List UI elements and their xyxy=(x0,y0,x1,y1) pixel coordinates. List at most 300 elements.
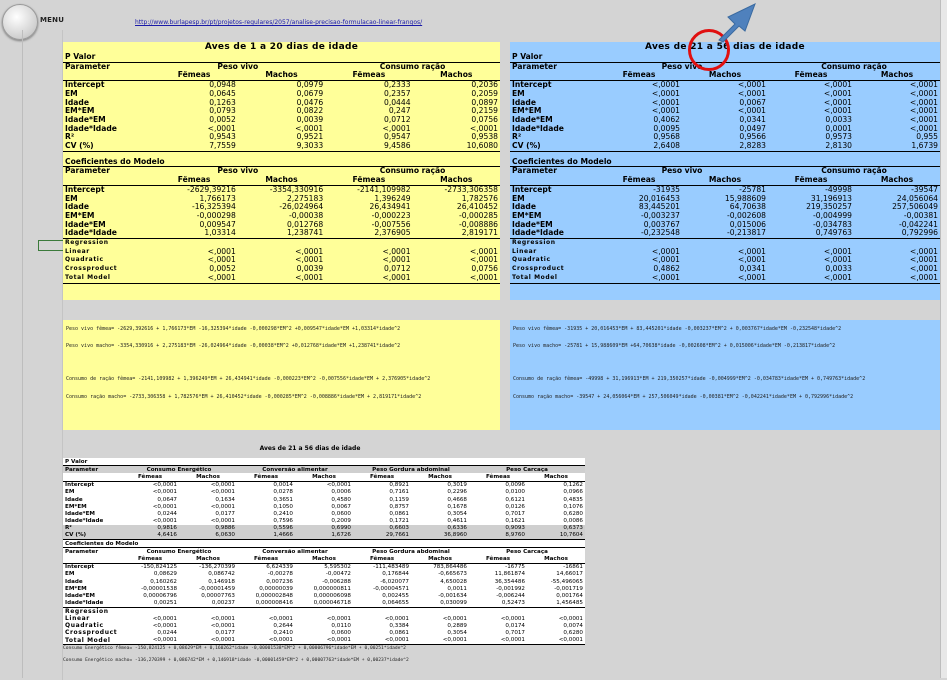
value-cell: <0,0001 xyxy=(527,637,585,645)
table-row xyxy=(63,195,500,204)
value-cell: 6,624339 xyxy=(266,564,293,571)
value-cell: 0,0096 xyxy=(505,482,525,489)
value-cell: 9,4586 xyxy=(325,142,412,151)
row-label: R² xyxy=(65,133,75,142)
value-cell: 0,2644 xyxy=(273,622,293,629)
subheader-cell: Machos xyxy=(238,71,325,80)
value-cell: 0,000000811 xyxy=(313,585,351,592)
value-cell: 0,3054 xyxy=(447,629,467,636)
value-cell: <0,0001 xyxy=(210,615,235,622)
value-cell: 0,0086 xyxy=(563,518,583,525)
value-cell: 0,2296 xyxy=(447,489,467,496)
row-label: Total Model xyxy=(510,274,596,283)
value-cell: 0,0052 xyxy=(209,265,236,274)
value-cell: 0,1721 xyxy=(389,518,409,525)
table-row xyxy=(63,518,585,525)
menu-button[interactable] xyxy=(2,4,38,40)
value-cell: -0,007556 xyxy=(371,220,411,229)
value-cell: <,0001 xyxy=(737,80,766,90)
value-cell: 0,2889 xyxy=(447,622,467,629)
value-cell: <0,0001 xyxy=(152,503,177,510)
subheader-cell: Fêmeas xyxy=(121,473,179,481)
section-coeficientes: Coeficientes do Modelo xyxy=(65,157,165,166)
row-label: Idade*Idade xyxy=(65,518,104,525)
value-cell: 0,1634 xyxy=(215,496,235,503)
value-cell: 0,1159 xyxy=(389,496,409,503)
equation-line: Peso vivo fêmea= -2629,392616 + 1,766173*EM -16,325394*idade -0,000298*EM^2 +0,009547*idade*EM +1,03314*idade^2 xyxy=(66,326,401,332)
table-row xyxy=(63,229,500,238)
value-cell: <0,0001 xyxy=(152,489,177,496)
value-cell: 0,0095 xyxy=(653,124,680,133)
table-row xyxy=(63,563,585,571)
value-cell: <0,0001 xyxy=(210,489,235,496)
group-gordura: Peso Gordura abdominal xyxy=(353,466,469,474)
empty-cell xyxy=(63,71,150,80)
value-cell: <0,0001 xyxy=(210,518,235,525)
value-cell: 0,0278 xyxy=(273,489,293,496)
empty-cell xyxy=(63,473,121,481)
value-cell: 0,8921 xyxy=(389,482,409,489)
value-cell: 0,4668 xyxy=(447,496,467,503)
value-cell: 0,2357 xyxy=(383,89,411,98)
table-row xyxy=(63,592,585,599)
subheader-cell: Machos xyxy=(527,473,585,481)
group-conversao: Conversão alimentar xyxy=(237,466,353,474)
group-consumo: Consumo ração xyxy=(325,167,500,176)
row-label: R² xyxy=(512,133,522,142)
value-cell: <,0001 xyxy=(469,124,498,133)
value-cell: <0,0001 xyxy=(353,637,411,645)
value-cell: -0,00381 xyxy=(903,211,938,220)
value-cell: 0,749763 xyxy=(768,229,854,238)
value-cell: 0,0793 xyxy=(209,107,236,116)
value-cell: 2,275183 xyxy=(286,194,324,203)
row-label: Idade xyxy=(512,98,536,107)
value-cell: 9,3033 xyxy=(238,142,325,151)
value-cell: 0,0244 xyxy=(157,629,177,636)
table-row xyxy=(63,496,585,503)
row-label: Total Model xyxy=(63,274,150,283)
value-cell: -0,034783 xyxy=(813,220,852,229)
value-cell: 0,4835 xyxy=(563,496,583,503)
value-cell: <,0001 xyxy=(737,247,766,256)
value-cell: 8,9760 xyxy=(469,532,527,540)
table-row xyxy=(510,256,940,265)
table-row xyxy=(510,116,940,125)
table-row xyxy=(510,90,940,99)
table-row xyxy=(63,503,585,510)
row-label: Idade xyxy=(65,98,89,107)
value-cell: 0,1621 xyxy=(505,518,525,525)
row-label: EM xyxy=(65,89,78,98)
value-cell: 0,5596 xyxy=(237,525,295,532)
table-row xyxy=(63,622,585,629)
table-row xyxy=(63,142,500,151)
row-label: Idade*Idade xyxy=(510,229,596,238)
value-cell: 29,7661 xyxy=(353,532,411,540)
value-cell: 0,2159 xyxy=(471,107,498,116)
value-cell: 0,4062 xyxy=(653,115,680,124)
value-cell: <0,0001 xyxy=(210,503,235,510)
row-label: CV (%) xyxy=(63,532,121,540)
table-row xyxy=(510,195,940,204)
table-row xyxy=(510,221,940,230)
subheader-cell: Fêmeas xyxy=(150,71,237,80)
value-cell: 0,0126 xyxy=(505,503,525,510)
subheader-cell: Machos xyxy=(238,176,325,185)
bottom-table xyxy=(63,458,585,645)
value-cell: <,0001 xyxy=(651,98,680,107)
value-cell: -0,001992 xyxy=(496,585,525,592)
table-row xyxy=(63,600,585,608)
source-link[interactable]: http://www.burlapesp.br/pt/projetos-regulares/2057/analise-precisao-formulacao-linear-frangos/ xyxy=(135,19,423,26)
table-row xyxy=(510,142,940,151)
value-cell: -0,000223 xyxy=(371,211,411,220)
table-row xyxy=(63,571,585,578)
value-cell: 0,146918 xyxy=(208,578,235,585)
scrollbar[interactable] xyxy=(940,0,947,678)
value-cell: -55,496065 xyxy=(550,578,583,585)
subheader-cell: Fêmeas xyxy=(237,555,295,563)
value-cell: 0,00251 xyxy=(121,600,179,608)
value-cell: 0,0497 xyxy=(739,124,766,133)
value-cell: 0,6603 xyxy=(353,525,411,532)
table-row xyxy=(510,248,940,257)
value-cell: 0,0444 xyxy=(383,98,411,107)
value-cell: <,0001 xyxy=(238,274,325,283)
value-cell: <,0001 xyxy=(382,124,411,133)
value-cell: 0,0645 xyxy=(209,89,236,98)
panel-title: Aves de 21 a 56 dias de idade xyxy=(645,42,805,52)
table-row xyxy=(63,185,500,194)
table-row xyxy=(63,90,500,99)
value-cell: <,0001 xyxy=(909,247,938,256)
row-label: EM xyxy=(65,571,75,578)
subheader-cell: Machos xyxy=(527,555,585,563)
value-cell: -25781 xyxy=(739,185,766,194)
empty-cell xyxy=(510,176,596,185)
value-cell: <,0001 xyxy=(909,265,938,274)
value-cell: 0,1050 xyxy=(273,503,293,510)
value-cell: <,0001 xyxy=(909,89,938,98)
value-cell: 0,0052 xyxy=(209,115,236,124)
value-cell: 0,2036 xyxy=(471,80,498,90)
group-consumo-energetico: Consumo Energético xyxy=(121,548,237,556)
value-cell: 0,0948 xyxy=(209,80,236,90)
value-cell: 7,7559 xyxy=(150,142,237,151)
value-cell: 1,238741 xyxy=(238,229,325,238)
row-label: Quadratic xyxy=(65,622,104,630)
value-cell: 0,9093 xyxy=(469,525,527,532)
value-cell: <0,0001 xyxy=(411,637,469,645)
value-cell: 0,4611 xyxy=(447,518,467,525)
table-row xyxy=(510,125,940,134)
panel-title: Aves de 1 a 20 dias de idade xyxy=(204,42,359,52)
value-cell: 2,819171 xyxy=(413,229,500,238)
value-cell: 36,8960 xyxy=(411,532,469,540)
table-row xyxy=(63,265,500,274)
value-cell: <0,0001 xyxy=(326,615,351,622)
subheader-cell: Machos xyxy=(854,71,940,80)
subheader-cell: Fêmeas xyxy=(325,71,412,80)
row-label: Idade xyxy=(65,203,89,212)
value-cell: -0,008886 xyxy=(459,220,498,229)
value-cell: 0,8757 xyxy=(389,503,409,510)
value-cell: <,0001 xyxy=(413,274,500,283)
value-cell: 0,792996 xyxy=(854,229,940,238)
subheader-cell: Machos xyxy=(413,176,500,185)
value-cell: <0,0001 xyxy=(121,637,179,645)
value-cell: -0,00472 xyxy=(325,571,351,578)
value-cell: 0,3054 xyxy=(447,510,467,517)
value-cell: 0,009547 xyxy=(199,220,236,229)
value-cell: <0,0001 xyxy=(152,482,177,489)
value-cell: 0,0039 xyxy=(296,265,324,274)
value-cell: 0,2333 xyxy=(383,80,411,90)
row-label: Idade*Idade xyxy=(63,229,150,238)
subheader-cell: Fêmeas xyxy=(469,473,527,481)
section-pvalor: P Valor xyxy=(65,53,96,61)
value-cell: 0,00000039 xyxy=(259,585,293,592)
value-cell: 0,0074 xyxy=(563,622,583,629)
value-cell: -111,483489 xyxy=(373,564,409,571)
value-cell: 0,0341 xyxy=(739,265,766,274)
value-cell: <,0001 xyxy=(909,98,938,107)
value-cell: <,0001 xyxy=(207,247,236,256)
row-label: Linear xyxy=(512,247,537,255)
value-cell: <,0001 xyxy=(682,274,768,283)
row-label: EM*EM xyxy=(65,503,87,510)
value-cell: -0,001634 xyxy=(438,592,467,599)
table-row xyxy=(510,185,940,194)
value-cell: 31,196913 xyxy=(810,194,852,203)
equations-21-56-days xyxy=(510,320,940,430)
row-label: Idade xyxy=(512,203,536,212)
value-cell: 0,1263 xyxy=(209,98,236,107)
value-cell: <,0001 xyxy=(768,274,854,283)
subheader-cell: Fêmeas xyxy=(325,176,412,185)
table-row xyxy=(63,221,500,230)
group-consumo: Consumo ração xyxy=(768,62,940,71)
subheader-cell: Fêmeas xyxy=(768,176,854,185)
value-cell: -0,003237 xyxy=(641,211,680,220)
value-cell: 0,0001 xyxy=(825,124,852,133)
value-cell: <,0001 xyxy=(651,107,680,116)
subheader-cell: Machos xyxy=(682,71,768,80)
value-cell: 4,650028 xyxy=(440,578,467,585)
group-carcaca: Peso Carcaça xyxy=(469,466,585,474)
value-cell: 15,988609 xyxy=(724,194,766,203)
value-cell: 11,861874 xyxy=(494,571,525,578)
row-label: CV (%) xyxy=(510,142,596,151)
table-row xyxy=(63,578,585,585)
table-row xyxy=(510,212,940,221)
subheader-cell: Machos xyxy=(179,473,237,481)
value-cell: -0,232548 xyxy=(596,229,682,238)
table-row xyxy=(510,81,940,90)
value-cell: <,0001 xyxy=(295,247,324,256)
subheader-cell: Machos xyxy=(295,555,353,563)
pvalue-table xyxy=(63,53,500,284)
empty-cell xyxy=(510,71,596,80)
value-cell: 0,9547 xyxy=(383,133,411,142)
value-cell: -3354,330916 xyxy=(269,185,324,194)
section-coeficientes: Coeficientes do Modelo xyxy=(512,157,612,166)
table-row xyxy=(510,107,940,116)
value-cell: 0,0822 xyxy=(296,107,324,116)
value-cell: 0,0177 xyxy=(215,629,235,636)
value-cell: -0,006244 xyxy=(496,592,525,599)
table-row xyxy=(510,203,940,212)
group-gordura: Peso Gordura abdominal xyxy=(353,548,469,556)
equation-line: Consumo ração macho= -39547 + 24,056064*EM + 257,506049*idade -0,00381*EM^2 -0,042241*idade*EM + 0,792996*idade^2 xyxy=(513,394,854,400)
value-cell: 0,3019 xyxy=(447,482,467,489)
equation-line: Consumo ração macho= -2733,306358 + 1,782576*EM + 26,410452*idade -0,000285*EM^2 -0,008886*idade*EM + 2,819171*idade^2 xyxy=(66,394,422,400)
value-cell: 2,6408 xyxy=(596,142,682,151)
group-consumo: Consumo ração xyxy=(325,62,500,71)
bottom-title: Aves de 21 a 56 dias de idade xyxy=(259,445,361,452)
value-cell: 0,4580 xyxy=(331,496,351,503)
value-cell: <,0001 xyxy=(150,274,237,283)
value-cell: -2733,306358 xyxy=(444,185,498,194)
row-label: EM*EM xyxy=(65,211,95,220)
value-cell: <0,0001 xyxy=(237,637,295,645)
value-cell: 257,506049 xyxy=(892,203,938,212)
value-cell: 0,2410 xyxy=(273,510,293,517)
row-label: Crossproduct xyxy=(65,629,118,637)
row-label: EM*EM xyxy=(65,585,87,592)
value-cell: <,0001 xyxy=(382,247,411,256)
value-cell: 0,7596 xyxy=(273,518,293,525)
value-cell: 0,6121 xyxy=(505,496,525,503)
value-cell: <0,0001 xyxy=(558,615,583,622)
value-cell: 0,012768 xyxy=(286,220,324,229)
bottom-equations xyxy=(63,646,663,670)
row-label: Total Model xyxy=(63,637,121,645)
value-cell: 26,410452 xyxy=(456,203,498,212)
value-cell: 0,0756 xyxy=(471,265,498,274)
value-cell: <,0001 xyxy=(207,124,236,133)
pvalue-table xyxy=(510,53,940,284)
table-row xyxy=(63,81,500,90)
table-row xyxy=(510,99,940,108)
value-cell: <0,0001 xyxy=(210,622,235,629)
table-row xyxy=(63,107,500,116)
row-label: Crossproduct xyxy=(65,265,118,273)
value-cell: 0,6280 xyxy=(563,510,583,517)
value-cell: <,0001 xyxy=(382,256,411,265)
value-cell: -0,001719 xyxy=(554,585,583,592)
row-label: Idade*EM xyxy=(65,115,106,124)
value-cell: <0,0001 xyxy=(442,615,467,622)
value-cell: 0,000008416 xyxy=(237,600,295,608)
value-cell: 0,2410 xyxy=(273,629,293,636)
value-cell: 26,434941 xyxy=(369,203,411,212)
subheader-cell: Fêmeas xyxy=(596,176,682,185)
value-cell: 2,376905 xyxy=(325,229,412,238)
value-cell: 0,0341 xyxy=(739,115,766,124)
value-cell: 1,6739 xyxy=(854,142,940,151)
value-cell: 0,0679 xyxy=(296,89,324,98)
table-row xyxy=(63,212,500,221)
table-row xyxy=(63,274,500,283)
table-row xyxy=(63,585,585,592)
subheader-cell: Fêmeas xyxy=(121,555,179,563)
value-cell: 0,1678 xyxy=(447,503,467,510)
value-cell: 6,0630 xyxy=(179,532,237,540)
value-cell: <,0001 xyxy=(909,256,938,265)
row-label: Idade*Idade xyxy=(65,124,117,133)
value-cell: 0,0861 xyxy=(389,510,409,517)
subheader-cell: Fêmeas xyxy=(596,71,682,80)
value-cell: 0,0033 xyxy=(825,265,852,274)
value-cell: 0,7161 xyxy=(389,489,409,496)
value-cell: 0,6990 xyxy=(295,525,353,532)
value-cell: 0,0897 xyxy=(471,98,498,107)
value-cell: 0,0011 xyxy=(447,585,467,592)
value-cell: 0,0712 xyxy=(383,115,411,124)
value-cell: -0,004999 xyxy=(813,211,852,220)
value-cell: 0,160262 xyxy=(150,578,177,585)
value-cell: <,0001 xyxy=(823,80,852,90)
table-row xyxy=(510,229,940,238)
equation-line: Consumo Energético macho= -136,270399 + 0,086742*EM + 0,146918*idade -0,00001459*EM^2 + 0,00007763*idade*EM + 0,00237*idade^2 xyxy=(63,658,409,663)
value-cell: 0,0476 xyxy=(296,98,324,107)
value-cell: <,0001 xyxy=(823,256,852,265)
value-cell: <0,0001 xyxy=(210,482,235,489)
section-regression: Regression xyxy=(65,239,109,247)
param-header: Parameter xyxy=(63,167,150,176)
value-cell: 83,445201 xyxy=(638,203,680,212)
row-label: EM xyxy=(512,89,525,98)
row-label: Idade*Idade xyxy=(63,600,121,608)
value-cell: <0,0001 xyxy=(469,637,527,645)
value-cell: 14,66017 xyxy=(556,571,583,578)
value-cell: 0,0979 xyxy=(296,80,324,90)
value-cell: 1,396249 xyxy=(374,194,411,203)
value-cell: 0,0033 xyxy=(825,115,852,124)
value-cell: <,0001 xyxy=(651,256,680,265)
value-cell: <,0001 xyxy=(909,80,938,90)
subheader-cell: Fêmeas xyxy=(768,71,854,80)
value-cell: -2141,109982 xyxy=(357,185,411,194)
row-label: Idade xyxy=(65,496,83,503)
table-row xyxy=(63,133,500,142)
value-cell: 0,3384 xyxy=(389,622,409,629)
value-cell: -26,024964 xyxy=(279,203,324,212)
row-label: EM*EM xyxy=(65,107,95,116)
value-cell: 64,70638 xyxy=(729,203,766,212)
value-cell: -0,213817 xyxy=(682,229,768,238)
value-cell: 0,955 xyxy=(916,133,938,142)
value-cell: -16861 xyxy=(563,564,583,571)
param-header: Parameter xyxy=(510,167,596,176)
row-label: EM*EM xyxy=(512,107,542,116)
value-cell: 0,9568 xyxy=(653,133,680,142)
value-cell: <,0001 xyxy=(823,98,852,107)
table-row xyxy=(63,637,585,645)
equation-line: Consumo de ração fêmea= -49998 + 31,196913*EM + 219,350257*idade -0,004999*EM^2 -0,034783*idade*EM + 0,749763*idade^2 xyxy=(513,376,866,382)
equation-line: Consumo Energético fêmea= -150,824125 + 0,08629*EM + 0,160262*idade -0,00001538*EM^2 + 0,00006796*idade*EM + 0,00251*idade^2 xyxy=(63,646,406,651)
value-cell: 0,9573 xyxy=(825,133,852,142)
table-row xyxy=(510,274,940,283)
value-cell: <0,0001 xyxy=(384,615,409,622)
section-pvalor: P Valor xyxy=(512,53,543,61)
group-peso-vivo: Peso vivo xyxy=(596,62,768,71)
value-cell: -6,020077 xyxy=(380,578,409,585)
value-cell: -0,00001538 xyxy=(141,585,177,592)
value-cell: <,0001 xyxy=(469,247,498,256)
